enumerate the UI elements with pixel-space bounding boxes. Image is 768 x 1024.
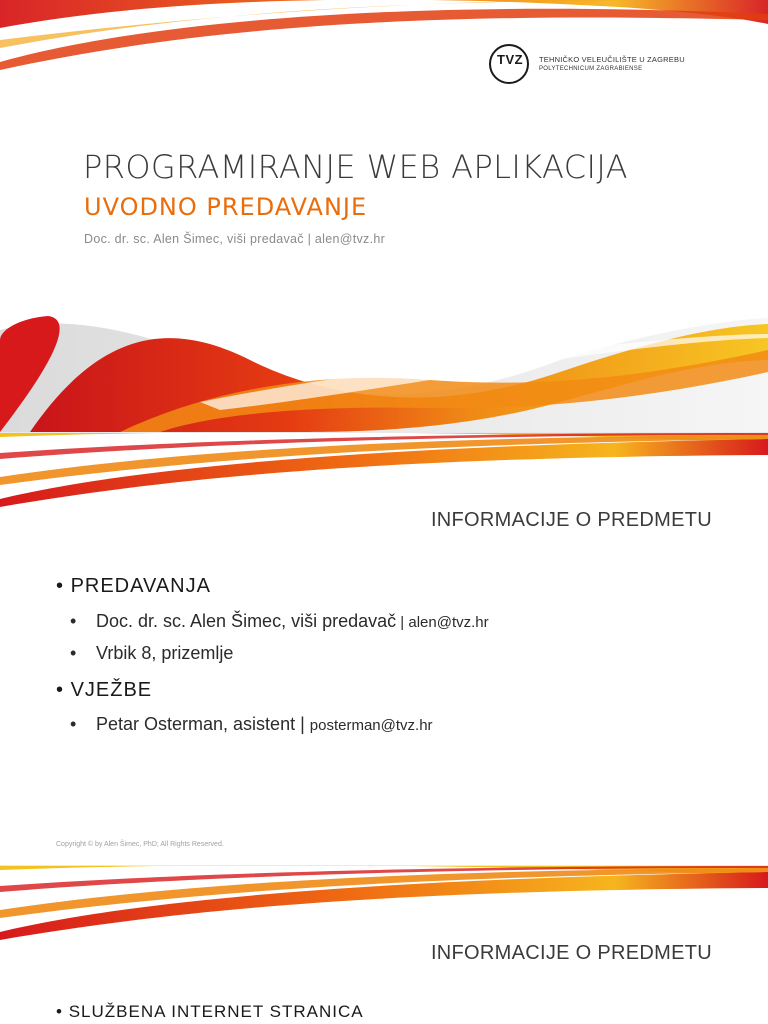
tvz-logo bbox=[489, 44, 685, 88]
logo-institution-name: TEHNIČKO VELEUČILIŠTE U ZAGREBU bbox=[539, 55, 685, 64]
title-slide bbox=[0, 0, 768, 432]
header-swoosh-decoration bbox=[0, 433, 768, 513]
lecturer-name: Doc. dr. sc. Alen Šimec, viši predavač bbox=[96, 611, 397, 631]
section-heading: INFORMACIJE O PREDMETU bbox=[430, 942, 712, 964]
assistant-email: posterman@tvz.hr bbox=[309, 717, 433, 734]
header-swoosh-decoration bbox=[0, 866, 768, 946]
bullet-label: PREDAVANJA bbox=[70, 575, 211, 597]
section-heading: INFORMACIJE O PREDMETU bbox=[430, 509, 712, 531]
bullet-website: • SLUŽBENA INTERNET STRANICA bbox=[56, 1002, 364, 1021]
bullet-label: VJEŽBE bbox=[70, 679, 153, 701]
logo-latin-name: POLYTECHNICUM ZAGRABIENSE bbox=[539, 66, 643, 72]
list-item-lecturer: • Doc. dr. sc. Alen Šimec, viši predavač | alen@tvz.hr bbox=[70, 611, 489, 631]
assistant-name: Petar Osterman, asistent | bbox=[96, 714, 310, 734]
list-item-assistant: • Petar Osterman, asistent | posterman@tvz.hr bbox=[70, 714, 433, 734]
course-info-slide bbox=[0, 433, 768, 865]
presentation-title: PROGRAMIRANJE WEB APLIKACIJA bbox=[83, 148, 628, 186]
bullet-predavanja: • PREDAVANJA bbox=[56, 575, 211, 597]
bullet-vjezbe: • VJEŽBE bbox=[56, 679, 153, 701]
author-line: Doc. dr. sc. Alen Šimec, viši predavač | alen@tvz.hr bbox=[84, 232, 386, 246]
bullet-label: SLUŽBENA INTERNET STRANICA bbox=[68, 1002, 364, 1021]
list-item-location: • Vrbik 8, prizemlje bbox=[70, 643, 234, 663]
presentation-subtitle: UVODNO PREDAVANJE bbox=[84, 193, 368, 221]
lecturer-email: | alen@tvz.hr bbox=[396, 614, 489, 631]
logo-mark: TVZ bbox=[497, 52, 524, 67]
copyright-notice: Copyright © by Alen Šimec, PhD; All Rights Reserved. bbox=[56, 841, 224, 848]
location-text: Vrbik 8, prizemlje bbox=[96, 643, 234, 663]
course-info-slide-2 bbox=[0, 866, 768, 1024]
